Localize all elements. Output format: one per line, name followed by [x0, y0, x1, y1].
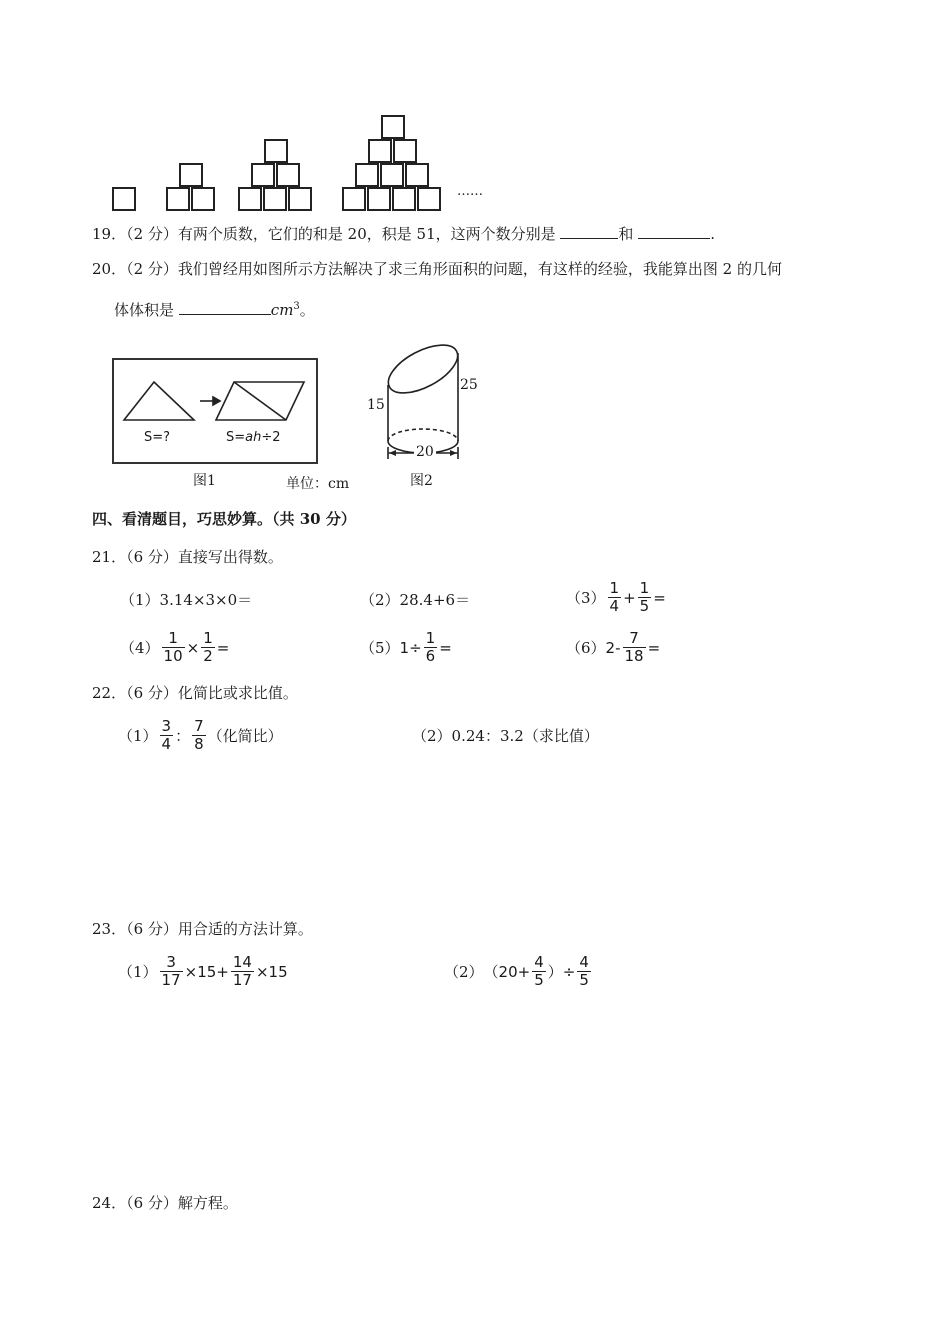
unit-label: 单位：cm [286, 476, 350, 492]
q21-p3-frac-b [638, 580, 652, 615]
q23-p1-label: （1） [118, 963, 158, 981]
q23-p1-frac-b [231, 954, 254, 989]
q23-p2-b-num: 4 [579, 953, 589, 971]
q22-p2-note: （求比值） [523, 727, 599, 745]
question-23 [92, 918, 313, 940]
q21-score: （6 分） [126, 548, 178, 566]
q22-text: 化简比或求比值。 [177, 684, 298, 702]
q21-p6-frac [623, 630, 646, 665]
q23-p1-frac-a [160, 954, 183, 989]
q21-p4-op: × [186, 638, 200, 657]
question-20-line-2 [114, 296, 315, 321]
q20-end: 。 [299, 301, 315, 319]
q23-part-2 [444, 954, 593, 989]
q21-part-6 [566, 630, 660, 665]
q19-text: 有两个质数，它们的和是 20，积是 51，这两个数分别是 [177, 225, 556, 243]
q21-p5-label: （5） [360, 639, 400, 657]
question-24 [92, 1192, 238, 1214]
q21-p3-label: （3） [566, 589, 606, 607]
q19-and: 和 [618, 225, 634, 243]
q22-p2-expr: 0.24：3.2 [451, 727, 524, 745]
q21-p3-a-den: 4 [609, 597, 620, 615]
q22-p1-b-num: 7 [194, 717, 204, 735]
q21-p6-label: （6） [566, 639, 606, 657]
q24-score: （6 分） [126, 1194, 178, 1212]
q20-number: 20． [92, 260, 127, 278]
q21-p3-frac-a [608, 580, 622, 615]
q22-p1-frac-b [192, 718, 206, 753]
fig2-caption: 图2 [410, 473, 433, 489]
q21-p2-label: （2） [360, 591, 400, 609]
q23-p2-frac-b [577, 954, 591, 989]
q21-p6-num: 7 [629, 629, 639, 647]
q23-p1-a-num: 3 [166, 953, 176, 971]
square-pattern-figure [105, 108, 495, 216]
q20-text-2: 体体积是 [114, 301, 175, 319]
q21-p5-eq: = [439, 638, 452, 657]
fig1-s-formula [226, 430, 281, 445]
q22-p1-a-den: 4 [161, 735, 172, 753]
q23-p2-a-num: 4 [534, 953, 544, 971]
q21-p1-label: （1） [120, 591, 160, 609]
q21-part-3 [566, 580, 666, 615]
fig2-right-label: 25 [460, 377, 478, 393]
fig2-bottom-label: 20 [416, 444, 434, 460]
q21-p4-b-den: 2 [203, 647, 213, 665]
question-19 [92, 222, 715, 245]
q21-p4-a-den: 10 [163, 647, 183, 665]
q21-p3-eq: = [653, 588, 666, 607]
q22-score: （6 分） [126, 684, 178, 702]
q21-text: 直接写出得数。 [177, 548, 283, 566]
q21-p4-frac-a [162, 630, 185, 665]
q22-p1-b-den: 8 [194, 735, 204, 753]
q19-answer-blank-1[interactable] [560, 222, 618, 239]
q20-text-1: 我们曾经用如图所示方法解决了求三角形面积的问题，有这样的经验，我能算出图 2 的几何 [177, 260, 782, 278]
figure-2 [360, 335, 480, 465]
q21-p6-eq: = [647, 638, 661, 657]
q22-p1-note: （化简比） [207, 727, 283, 745]
q24-number: 24． [92, 1194, 127, 1212]
pattern-dots: …… [457, 184, 483, 199]
q23-p1-mid: ×15+ [184, 962, 229, 981]
q23-p1-b-den: 17 [232, 971, 252, 989]
q21-p6-pre: 2- [605, 638, 621, 657]
section-4-title: 四、看清题目，巧思妙算。（共 30 分） [92, 510, 356, 528]
q21-p5-num: 1 [425, 629, 436, 647]
q21-p4-label: （4） [120, 639, 160, 657]
q21-p3-op: + [623, 588, 636, 607]
q19-end: . [710, 225, 715, 243]
q20-answer-blank[interactable] [179, 298, 271, 315]
q21-p6-den: 18 [624, 647, 644, 665]
q23-p2-mid: ）÷ [547, 963, 576, 981]
q21-p5-pre: 1÷ [399, 638, 422, 657]
q21-p1-expr: 3.14×3×0＝ [159, 591, 253, 609]
q22-p1-sep: ： [175, 727, 191, 745]
fig1-caption: 图1 [193, 473, 216, 489]
q23-p1-a-den: 17 [161, 971, 181, 989]
q23-p1-b-num: 14 [232, 953, 252, 971]
q21-p3-b-num: 1 [639, 579, 650, 597]
question-20-line-1 [92, 258, 782, 280]
q22-p2-label: （2） [412, 727, 452, 745]
q21-p4-a-num: 1 [168, 629, 178, 647]
q21-part-4 [120, 630, 229, 665]
q23-score: （6 分） [126, 920, 178, 938]
q22-p1-frac-a [160, 718, 174, 753]
q21-p4-frac-b [201, 630, 215, 665]
q24-text: 解方程。 [177, 1194, 238, 1212]
q23-number: 23． [92, 920, 127, 938]
q21-p3-a-num: 1 [609, 579, 620, 597]
question-21 [92, 546, 283, 568]
q23-p2-b-den: 5 [579, 971, 589, 989]
q21-number: 21． [92, 548, 127, 566]
q21-part-5 [360, 630, 452, 665]
q19-number: 19． [92, 225, 127, 243]
q23-text: 用合适的方法计算。 [177, 920, 313, 938]
q20-unit: cm [270, 301, 294, 319]
q22-p1-label: （1） [118, 727, 158, 745]
question-22 [92, 682, 298, 704]
q21-p5-frac [424, 630, 438, 665]
q20-unit-exp: 3 [293, 301, 300, 312]
q19-answer-blank-2[interactable] [638, 222, 710, 239]
q23-p1-end: ×15 [255, 962, 288, 981]
square-pattern-svg [105, 108, 495, 216]
q22-number: 22． [92, 684, 127, 702]
q21-p4-eq: = [216, 638, 230, 657]
q19-score: （2 分） [126, 225, 178, 243]
q21-p3-b-den: 5 [639, 597, 650, 615]
fig1-s-question: S=? [144, 430, 171, 445]
figure-1 [112, 358, 318, 464]
q23-p2-label: （2） [444, 963, 484, 981]
q23-p2-frac-a [532, 954, 546, 989]
q22-part-1 [118, 718, 283, 753]
q20-score: （2 分） [126, 260, 178, 278]
fig1-formula-suffix: ÷2 [261, 430, 281, 445]
q23-part-1 [118, 954, 288, 989]
q21-p2-expr: 28.4+6＝ [399, 591, 471, 609]
q21-part-2 [360, 589, 470, 611]
figure-1-svg [114, 360, 316, 462]
fig1-formula-var: ah [245, 430, 262, 445]
q21-part-1 [120, 589, 252, 611]
fig2-left-label: 15 [367, 397, 385, 413]
q21-p4-b-num: 1 [203, 629, 213, 647]
fig1-formula-prefix: S= [226, 430, 246, 445]
q23-p2-pre: （20+ [483, 963, 531, 981]
q22-p1-a-num: 3 [161, 717, 172, 735]
q21-p5-den: 6 [425, 647, 436, 665]
q22-part-2 [412, 725, 599, 747]
q23-p2-a-den: 5 [534, 971, 544, 989]
